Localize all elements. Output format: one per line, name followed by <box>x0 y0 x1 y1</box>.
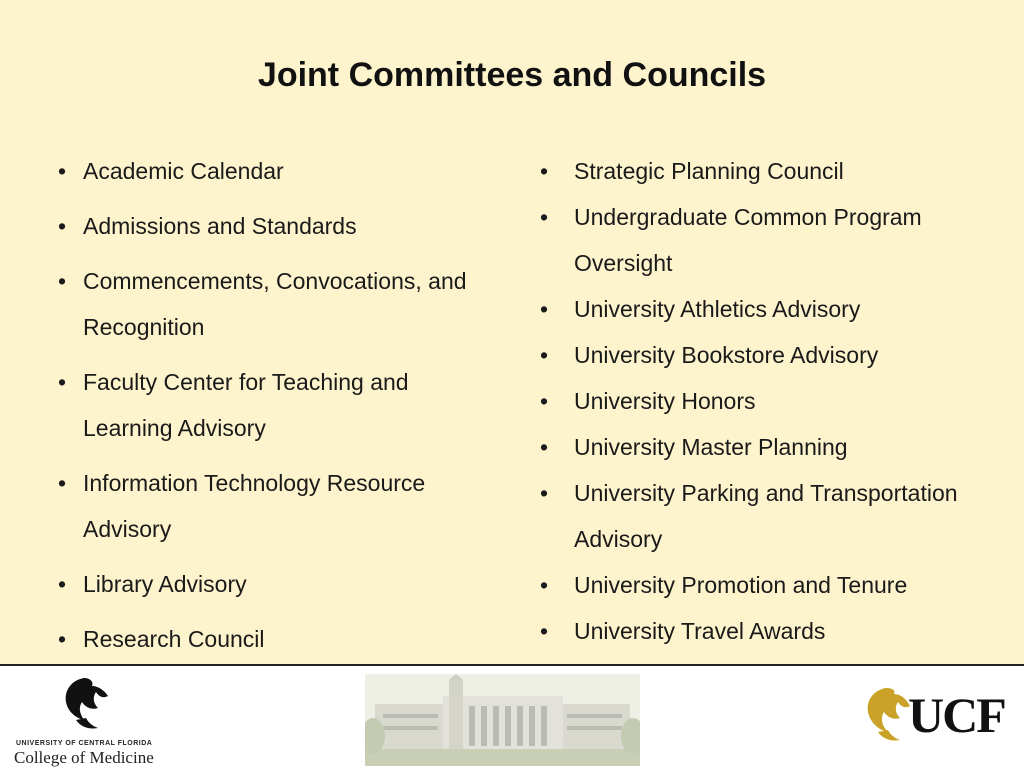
list-item: • Admissions and Standards <box>58 203 488 249</box>
list-item: • Undergraduate Common Program Oversight <box>540 194 1000 286</box>
list-item: • University Bookstore Advisory <box>540 332 1000 378</box>
right-list <box>540 148 1000 654</box>
list-item: • Research Council <box>58 616 488 662</box>
list-item: • Faculty Center for Teaching and Learning Advisory <box>58 359 488 451</box>
ucf-wordmark: UCF <box>908 687 1005 743</box>
list-item: • University Promotion and Tenure <box>540 562 1000 608</box>
left-list <box>58 148 488 671</box>
pegasus-gold-icon <box>860 686 912 744</box>
slide-title: Joint Committees and Councils <box>257 56 767 94</box>
list-item: • University Travel Awards <box>540 608 1000 654</box>
ucf-logo <box>860 684 1010 746</box>
list-item: • Academic Calendar <box>58 148 488 194</box>
list-item: • University Master Planning <box>540 424 1000 470</box>
college-name: College of Medicine <box>14 748 154 767</box>
list-item: • Information Technology Resource Advisory <box>58 460 488 552</box>
list-item: • University Parking and Transportation Advisory <box>540 470 1000 562</box>
building-image <box>365 674 640 766</box>
list-item: • University Athletics Advisory <box>540 286 1000 332</box>
footer <box>0 666 1024 768</box>
list-item: • Strategic Planning Council <box>540 148 1000 194</box>
college-of-medicine-logo <box>14 674 159 767</box>
list-item: • Library Advisory <box>58 561 488 607</box>
list-item: • University Honors <box>540 378 1000 424</box>
pegasus-icon <box>54 674 114 734</box>
list-item: • Commencements, Convocations, and Recognition <box>58 258 488 350</box>
university-name: UNIVERSITY OF CENTRAL FLORIDA <box>16 740 153 747</box>
